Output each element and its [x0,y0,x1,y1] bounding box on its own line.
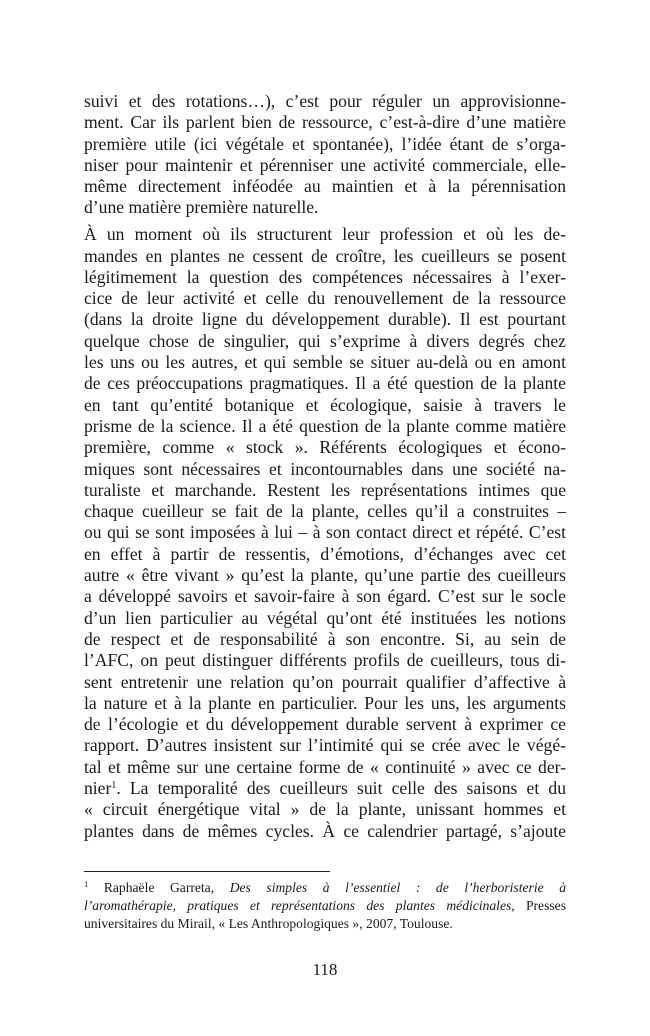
text-line [84,309,566,330]
line-text: sent entretenir une relation qu’on pourrait qualifier d’affective à [84,671,566,692]
line-text: en tant qu’entité botanique et écologique, saisie à travers le [84,394,566,415]
text-line [84,693,566,714]
footnote-line [84,879,566,897]
line-text: a développé savoirs et savoir-faire à son égard. C’est sur le socle [84,586,566,607]
footnote [84,879,566,933]
line-text: l’AFC, on peut distinguer différents profils de cueilleurs, tous di- [84,650,566,671]
line-text: ment. Car ils parlent bien de ressource, c’est-à-dire d’une matière [84,112,566,133]
text-line [84,197,566,218]
line-text: , Presses [511,898,566,913]
text-line [84,650,566,671]
text-line [84,608,566,629]
text-line [84,352,566,373]
line-text: nier [84,778,112,798]
line-text: À un moment où ils structurent leur profession et où les de- [84,224,566,245]
line-text: rapport. D’autres insistent sur l’intimité qui se crée avec le végé- [84,735,566,756]
line-text: chaque cueilleur se fait de la plante, celles qu’il a construites – [84,501,566,522]
text-line [84,501,566,522]
footnote-reference: 1 [111,780,117,791]
line-text: autre « être vivant » qu’est la plante, qu’une partie des cueilleurs [84,565,566,586]
text-line [84,373,566,394]
line-text: même directement inféodée au maintien et à la pérennisation [84,176,566,197]
text-line [84,757,566,778]
footnote-separator [84,871,330,872]
text-line [84,395,566,416]
line-text: ou qui se sont imposées à lui – à son contact direct et répété. C’est [84,522,566,543]
text-line [84,112,566,133]
italic-title: l’aromathérapie, pratiques et représentations des plantes médicinales [84,898,512,913]
text-line [84,565,566,586]
page-number: 118 [312,960,338,979]
line-text: Raphaële Garreta, [88,880,230,895]
text-line [84,544,566,565]
text-line [84,629,566,650]
footnote-line [84,915,566,933]
text-line [84,331,566,352]
italic-title: Des simples à l’essentiel : de l’herboristerie à [229,880,566,895]
text-line [84,522,566,543]
line-text: en effet à partir de ressentis, d’émotions, d’échanges avec cet [84,543,566,564]
text-line [84,480,566,501]
text-line [84,778,566,799]
text-line [84,459,566,480]
line-text: suivi et des rotations…), c’est pour réguler un approvisionne- [84,91,566,111]
text-line [84,267,566,288]
line-text: « circuit énergétique vital » de la plante, unissant hommes et [84,799,566,820]
line-text: miques sont nécessaires et incontournables dans une société na- [84,458,566,479]
line-text: universitaires du Mirail, « Les Anthropologiques », 2007, Toulouse. [84,916,453,931]
line-text: d’une matière première naturelle. [84,197,319,218]
line-text: plantes dans de mêmes cycles. À ce calendrier partagé, s’ajoute [84,820,566,841]
line-text: de respect et de responsabilité à son encontre. Si, au sein de [84,628,566,649]
line-text: première utile (ici végétale et spontanée), l’idée étant de s’orga- [84,133,566,154]
line-text: prisme de la science. Il a été question de la plante comme matière [84,415,566,436]
paragraph [84,224,566,842]
line-text: niser pour maintenir et pérenniser une activité commerciale, elle- [84,154,566,175]
text-line [84,586,566,607]
footnote-line [84,897,566,915]
text-line [84,224,566,245]
line-text: . La temporalité des cueilleurs suit celle des saisons et du [116,778,566,798]
line-text: les uns ou les autres, et qui semble se situer au-delà ou en amont [84,352,566,373]
line-text: de l’écologie et du développement durable servent à exprimer ce [84,714,566,735]
text-line [84,246,566,267]
line-text: de ces préoccupations pragmatiques. Il a été question de la plante [84,373,566,394]
line-text: turaliste et marchande. Restent les représentations intimes que [84,479,566,500]
footnote-reference: 1 [84,879,89,889]
line-text: (dans la droite ligne du développement durable). Il est pourtant [84,309,566,330]
paragraph [84,91,566,219]
text-line [84,672,566,693]
text-line [84,416,566,437]
line-text: quelque chose de singulier, qui s’exprime à divers degrés chez [84,330,566,351]
text-line [84,714,566,735]
text-line [84,437,566,458]
line-text: d’un lien particulier au végétal qu’ont été instituées les notions [84,607,566,628]
text-line [84,134,566,155]
line-text: la nature et à la plante en particulier. Pour les uns, les arguments [84,692,566,713]
text-line [84,155,566,176]
text-line [84,799,566,820]
text-line [84,176,566,197]
line-text: légitimement la question des compétences nécessaires à l’exer- [84,266,566,287]
line-text: première, comme « stock ». Référents écologiques et écono- [84,437,566,458]
text-line [84,821,566,842]
line-text: cice de leur activité et celle du renouvellement de la ressource [84,288,566,309]
text-line [84,91,566,112]
text-line [84,735,566,756]
text-line [84,288,566,309]
line-text: mandes en plantes ne cessent de croître, les cueilleurs se posent [84,245,566,266]
body-text [84,91,566,847]
line-text: tal et même sur une certaine forme de « continuité » avec ce der- [84,756,566,777]
